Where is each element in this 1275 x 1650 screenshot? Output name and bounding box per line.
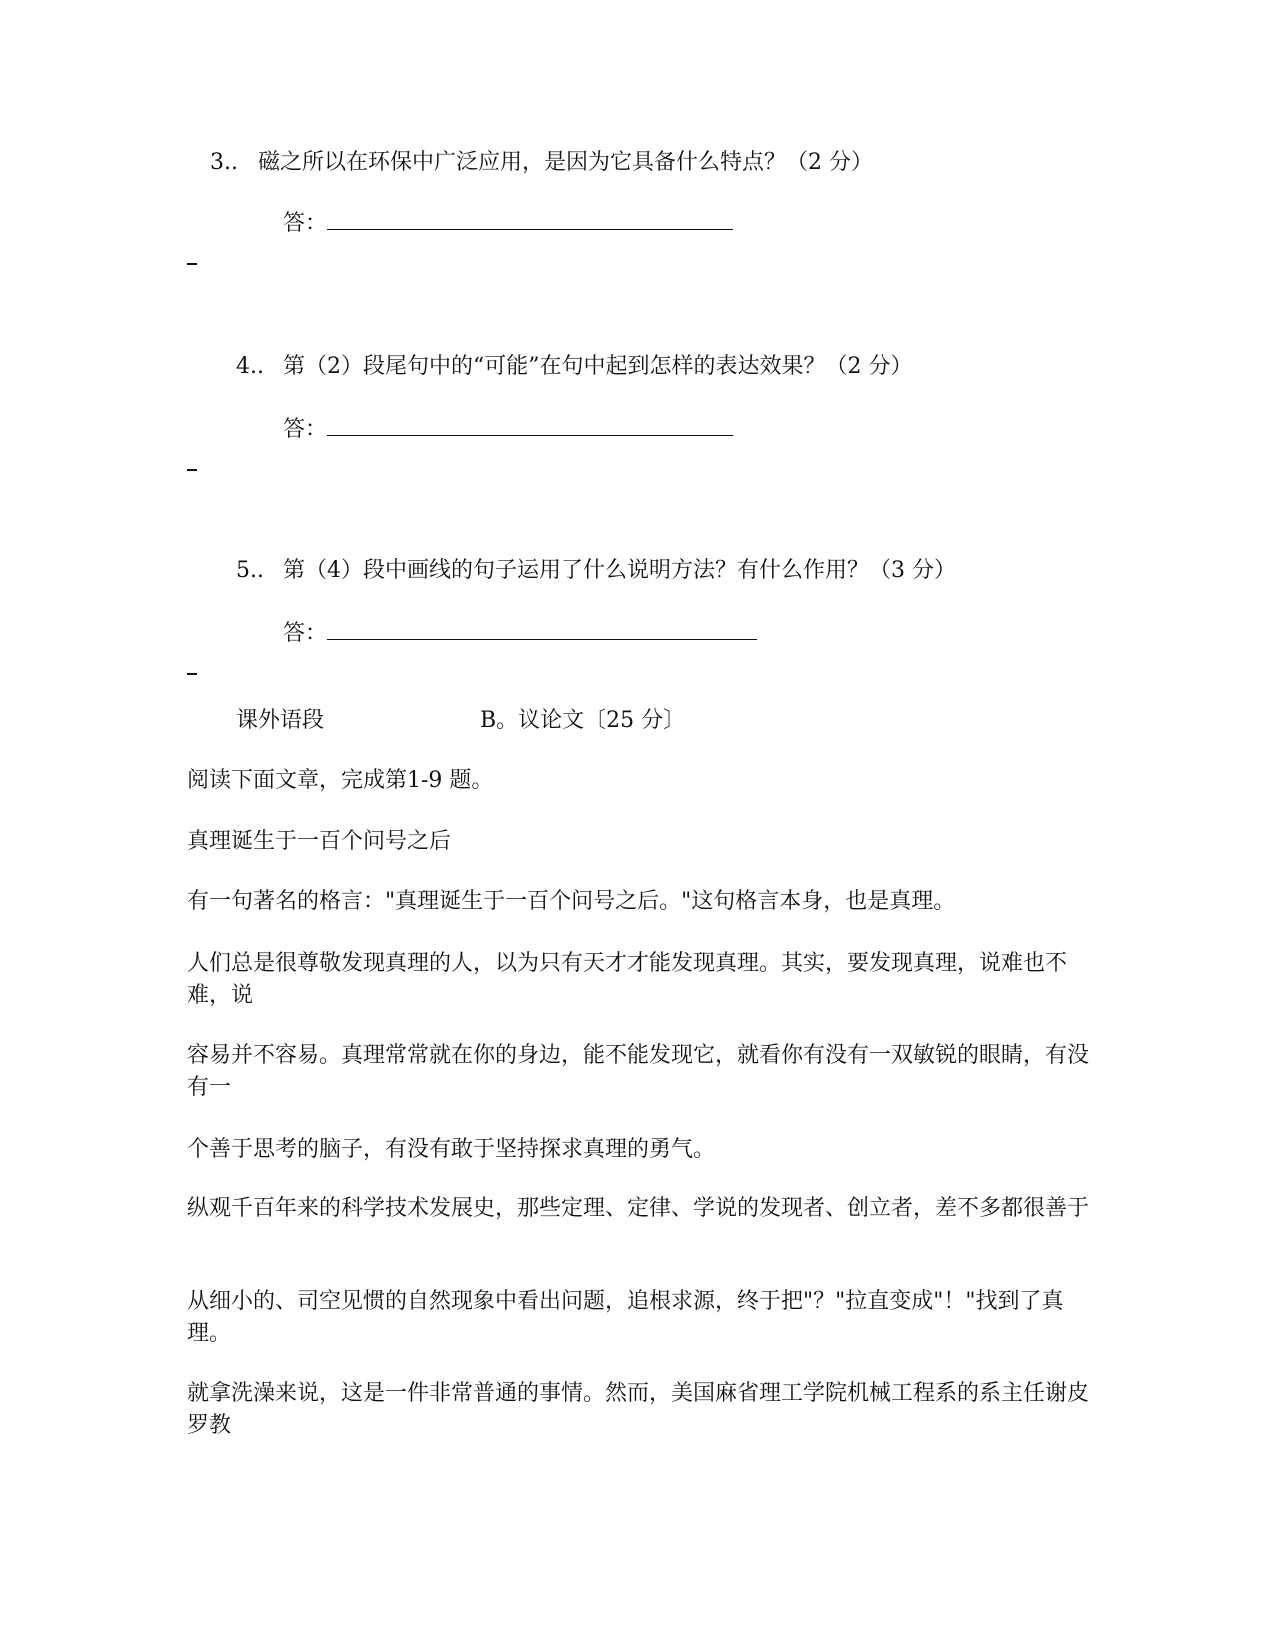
question-4-answer-label: 答： bbox=[283, 417, 328, 442]
article-paragraph-2: 人们总是很尊敬发现真理的人，以为只有天才才能发现真理。其实，要发现真理，说难也不难，说 bbox=[187, 951, 1068, 1008]
article-title: 真理诞生于一百个问号之后 bbox=[187, 829, 452, 854]
question-3-answer-label: 答： bbox=[283, 211, 328, 236]
reading-instruction: 阅读下面文章，完成第1-9 题。 bbox=[187, 768, 494, 793]
question-4-number: 4.. bbox=[236, 354, 264, 379]
article-paragraph-1: 有一句著名的格言："真理诞生于一百个问号之后。"这句格言本身，也是真理。 bbox=[187, 889, 956, 914]
question-5-answer-label: 答： bbox=[283, 621, 328, 646]
question-4-text: 第（2）段尾句中的“可能”在句中起到怎样的表达效果？（2 分） bbox=[283, 354, 913, 379]
question-4-answer-row bbox=[283, 413, 733, 444]
question-3-answer-row bbox=[283, 207, 733, 238]
question-5-answer-row bbox=[283, 617, 757, 648]
question-4-answer-blank[interactable] bbox=[327, 413, 733, 436]
question-4-trailing-dash bbox=[187, 469, 197, 471]
article-paragraph-7: 就拿洗澡来说，这是一件非常普通的事情。然而，美国麻省理工学院机械工程系的系主任谢皮罗教 bbox=[187, 1381, 1090, 1438]
question-5-answer-blank[interactable] bbox=[327, 617, 757, 640]
question-3-answer-blank[interactable] bbox=[327, 207, 733, 230]
question-5-text: 第（4）段中画线的句子运用了什么说明方法？有什么作用？（3 分） bbox=[283, 558, 956, 583]
section-title: B。议论文〔25 分〕 bbox=[480, 708, 686, 733]
question-3-text: 磁之所以在环保中广泛应用，是因为它具备什么特点？（2 分） bbox=[258, 150, 873, 175]
question-3-trailing-dash bbox=[187, 263, 197, 265]
article-paragraph-3: 容易并不容易。真理常常就在你的身边，能不能发现它，就看你有没有一双敏锐的眼睛，有没有一 bbox=[187, 1043, 1090, 1100]
article-paragraph-6: 从细小的、司空见惯的自然现象中看出问题，追根求源，终于把"？"拉直变成"！"找到了真理。 bbox=[187, 1289, 1064, 1346]
question-3-number: 3.. bbox=[210, 150, 238, 175]
question-5-number: 5.. bbox=[236, 558, 264, 583]
article-paragraph-4: 个善于思考的脑子，有没有敢于坚持探求真理的勇气。 bbox=[187, 1137, 716, 1162]
section-label: 课外语段 bbox=[236, 708, 325, 733]
article-paragraph-5: 纵观千百年来的科学技术发展史，那些定理、定律、学说的发现者、创立者，差不多都很善于 bbox=[187, 1196, 1090, 1221]
question-5-trailing-dash bbox=[187, 673, 197, 675]
